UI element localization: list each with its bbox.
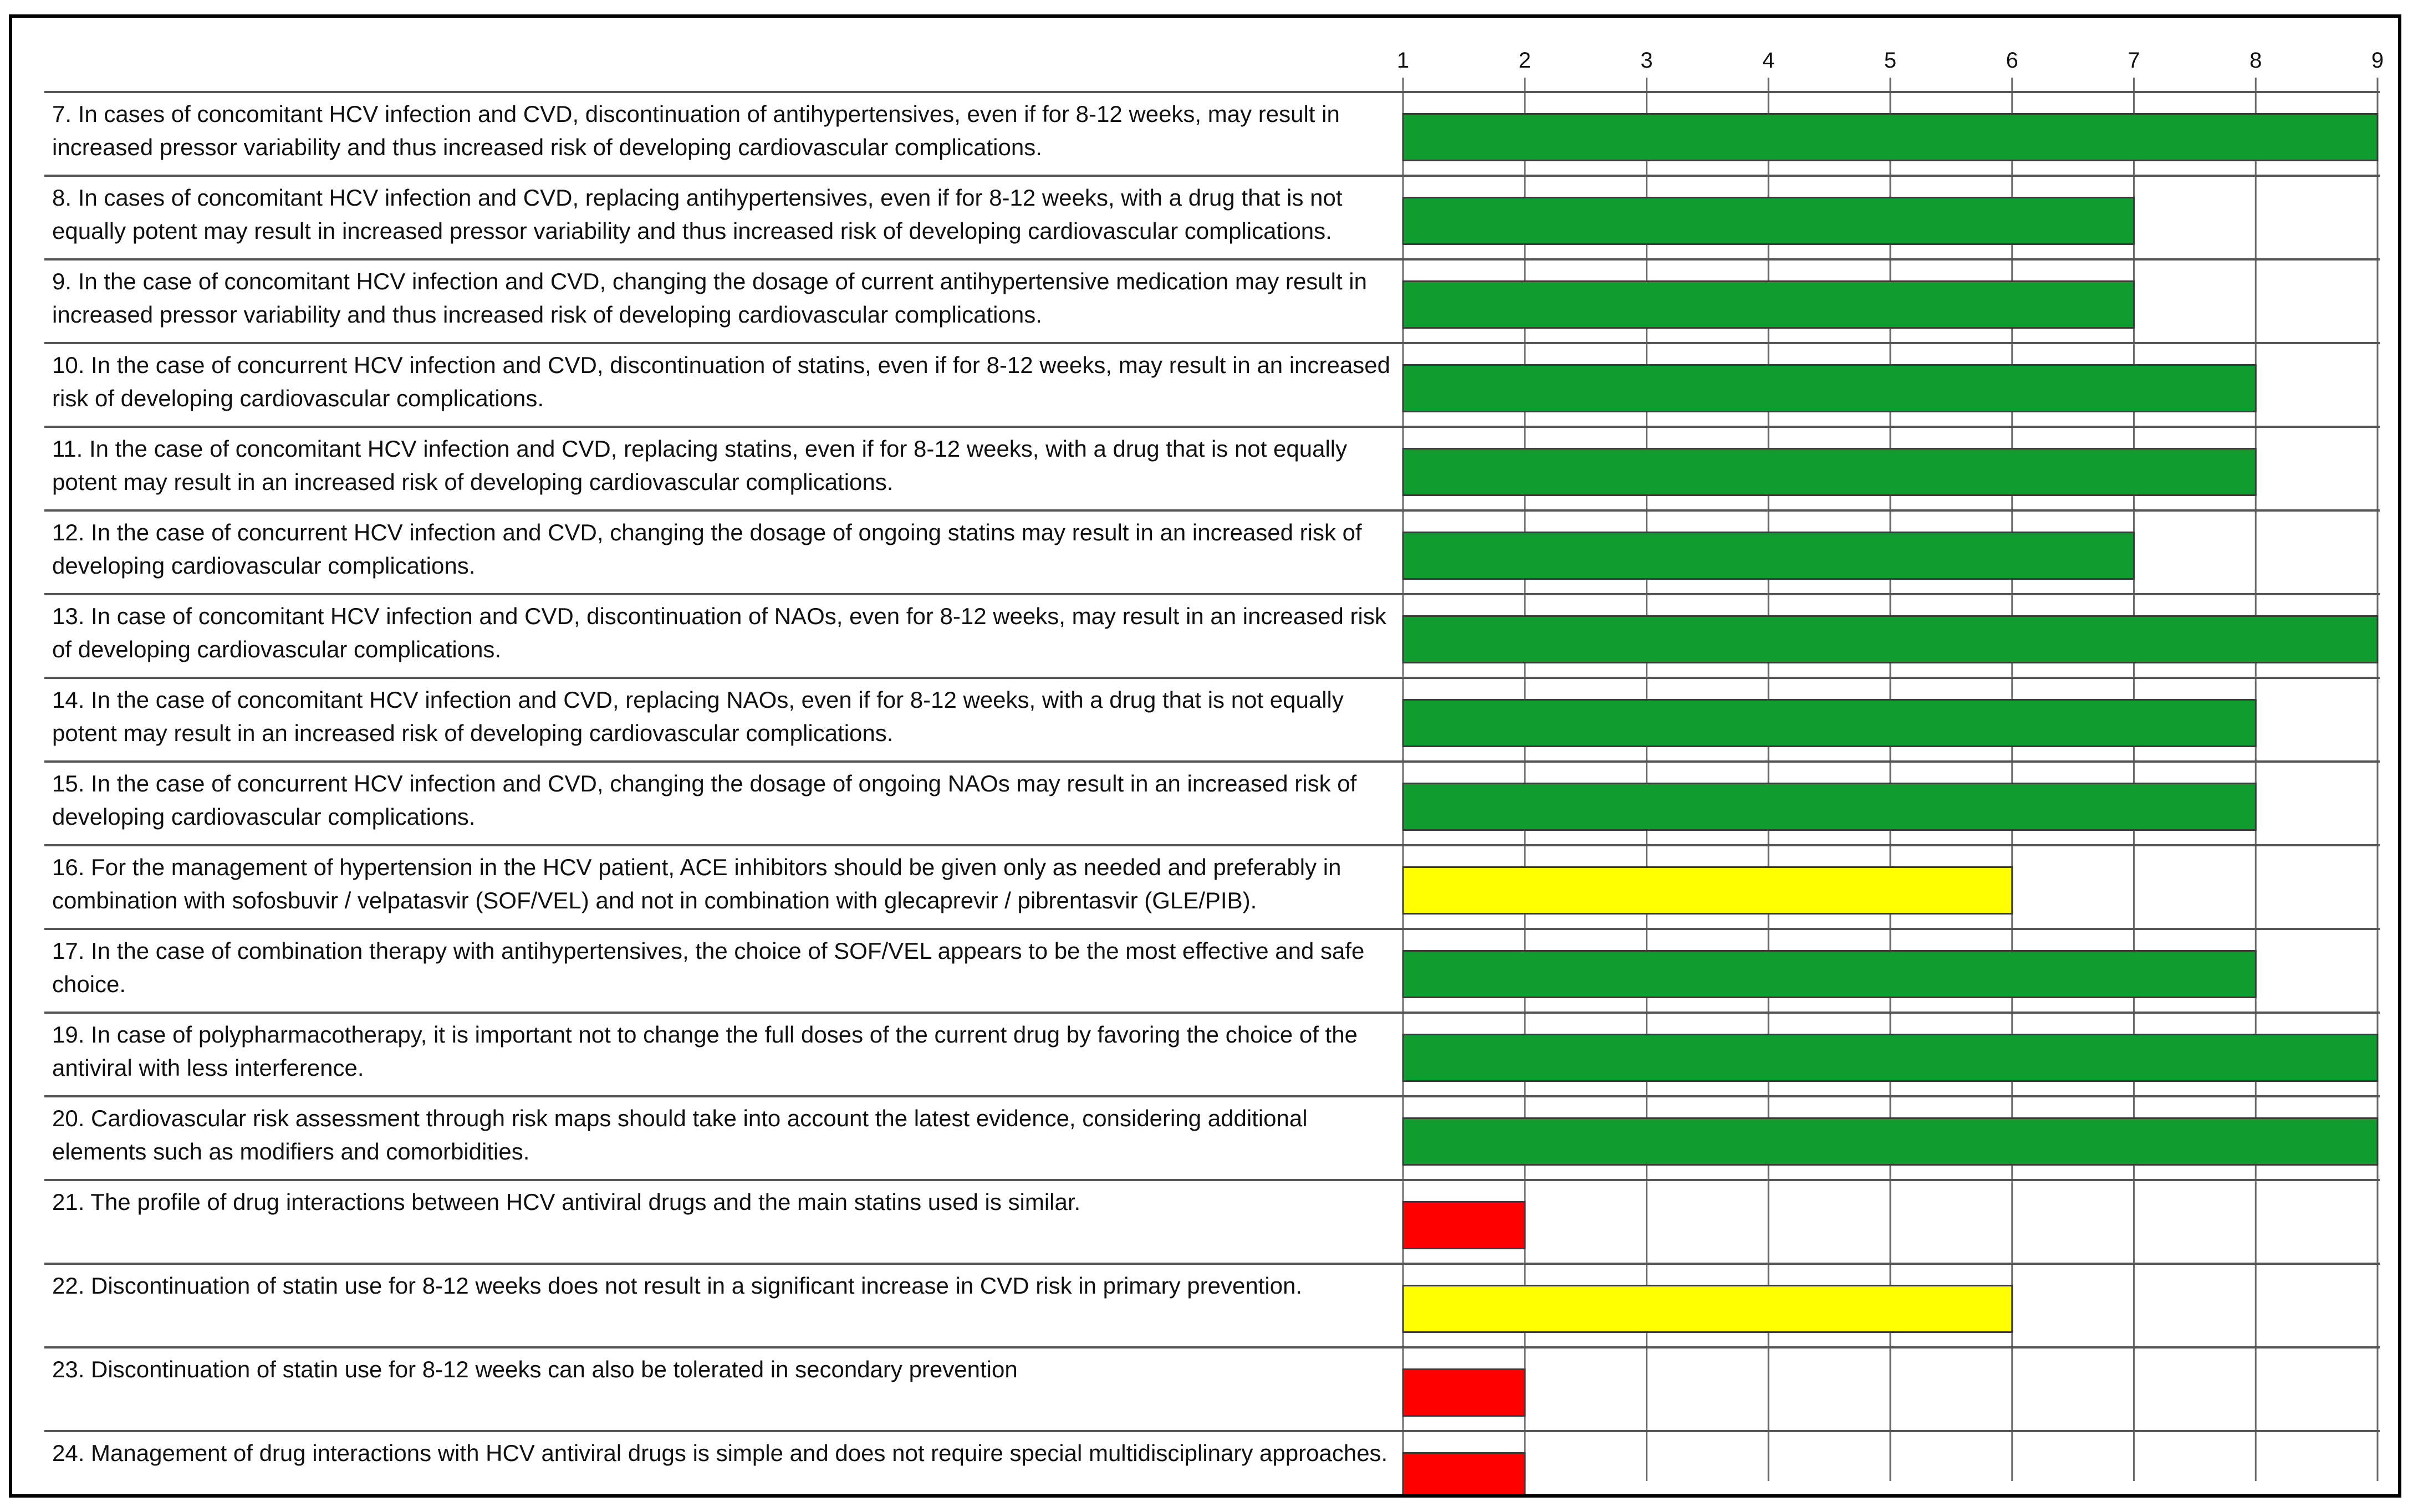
bar-row-10 [1403,867,2012,914]
bar-row-15 [1403,1286,2012,1332]
x-tick-label-1: 1 [1396,48,1410,73]
row-label-13: 20. Cardiovascular risk assessment through risk maps should take into account the latest evidence, considering additional elements such as modifiers and comorbidities. [52,1105,1308,1164]
row-label-2: 8. In cases of concomitant HCV infection and CVD, replacing antihypertensives, even if for 8-12 weeks, with a drug that is not equally potent may result in increased pressor variability and thus increased risk of developing cardiovascular complications. [52,185,1343,244]
x-tick-label-9: 9 [2371,48,2384,73]
x-tick-label-6: 6 [2006,48,2018,73]
bar-row-2 [1403,198,2134,244]
bar-row-8 [1403,700,2256,747]
x-tick-label-5: 5 [1884,48,1897,73]
bar-row-11 [1403,951,2256,998]
x-tick-label-2: 2 [1518,48,1531,73]
row-label-9: 15. In the case of concurrent HCV infection and CVD, changing the dosage of ongoing NAOs may result in an increased risk of developing cardiovascular complications. [52,770,1357,830]
row-label-6: 12. In the case of concurrent HCV infection and CVD, changing the dosage of ongoing statins may result in an increased risk of developing cardiovascular complications. [52,519,1362,579]
x-tick-label-4: 4 [1762,48,1775,73]
bar-row-9 [1403,784,2256,830]
row-label-11: 17. In the case of combination therapy with antihypertensives, the choice of SOF/VEL appears to be the most effective and safe choice. [52,938,1365,997]
bar-row-14 [1403,1202,1525,1249]
row-label-8: 14. In the case of concomitant HCV infection and CVD, replacing NAOs, even if for 8-12 weeks, with a drug that is not equally potent may result in an increased risk of developing cardiovascular complications. [52,687,1344,746]
row-label-10: 16. For the management of hypertension in the HCV patient, ACE inhibitors should be given only as needed and preferably in combination with sofosbuvir / velpatasvir (SOF/VEL) and not in combination with glecaprevir / pibrentasvir (GLE/PIB). [52,854,1341,913]
bar-row-6 [1403,533,2134,579]
bar-row-5 [1403,449,2256,496]
bar-row-16 [1403,1370,1525,1416]
row-label-7: 13. In case of concomitant HCV infection and CVD, discontinuation of NAOs, even for 8-12 weeks, may result in an increased risk of developing cardiovascular complications. [52,603,1386,662]
bar-row-12 [1403,1035,2378,1081]
row-label-4: 10. In the case of concurrent HCV infection and CVD, discontinuation of statins, even if for 8-12 weeks, may result in an increased risk of developing cardiovascular complications. [52,352,1390,411]
row-label-1: 7. In cases of concomitant HCV infection and CVD, discontinuation of antihypertensives, even if for 8-12 weeks, may result in increased pressor variability and thus increased risk of developing cardiovascular complications. [52,101,1340,160]
row-label-15: 22. Discontinuation of statin use for 8-12 weeks does not result in a significant increase in CVD risk in primary prevention. [52,1273,1303,1299]
x-tick-label-7: 7 [2128,48,2140,73]
x-tick-label-8: 8 [2249,48,2262,73]
row-label-12: 19. In case of polypharmacotherapy, it is important not to change the full doses of the current drug by favoring the choice of the antiviral with less interference. [52,1021,1358,1081]
bar-row-3 [1403,282,2134,328]
x-tick-label-3: 3 [1640,48,1653,73]
bar-row-13 [1403,1118,2378,1165]
row-label-5: 11. In the case of concomitant HCV infection and CVD, replacing statins, even if for 8-12 weeks, with a drug that is not equally potent may result in an increased risk of developing cardiovascular complications. [52,436,1348,495]
row-label-14: 21. The profile of drug interactions between HCV antiviral drugs and the main statins used is similar. [52,1189,1081,1215]
bar-row-17 [1403,1453,1525,1495]
row-label-3: 9. In the case of concomitant HCV infection and CVD, changing the dosage of current antihypertensive medication may result in increased pressor variability and thus increased risk of developing cardiovascular complications. [52,268,1367,328]
bar-row-4 [1403,365,2256,412]
bar-row-1 [1403,114,2378,161]
row-label-16: 23. Discontinuation of statin use for 8-12 weeks can also be tolerated in secondary prevention [52,1356,1018,1382]
chart-frame [9,14,2401,1498]
row-label-17: 24. Management of drug interactions with HCV antiviral drugs is simple and does not require special multidisciplinary approaches. [52,1440,1388,1466]
bar-row-7 [1403,616,2378,663]
